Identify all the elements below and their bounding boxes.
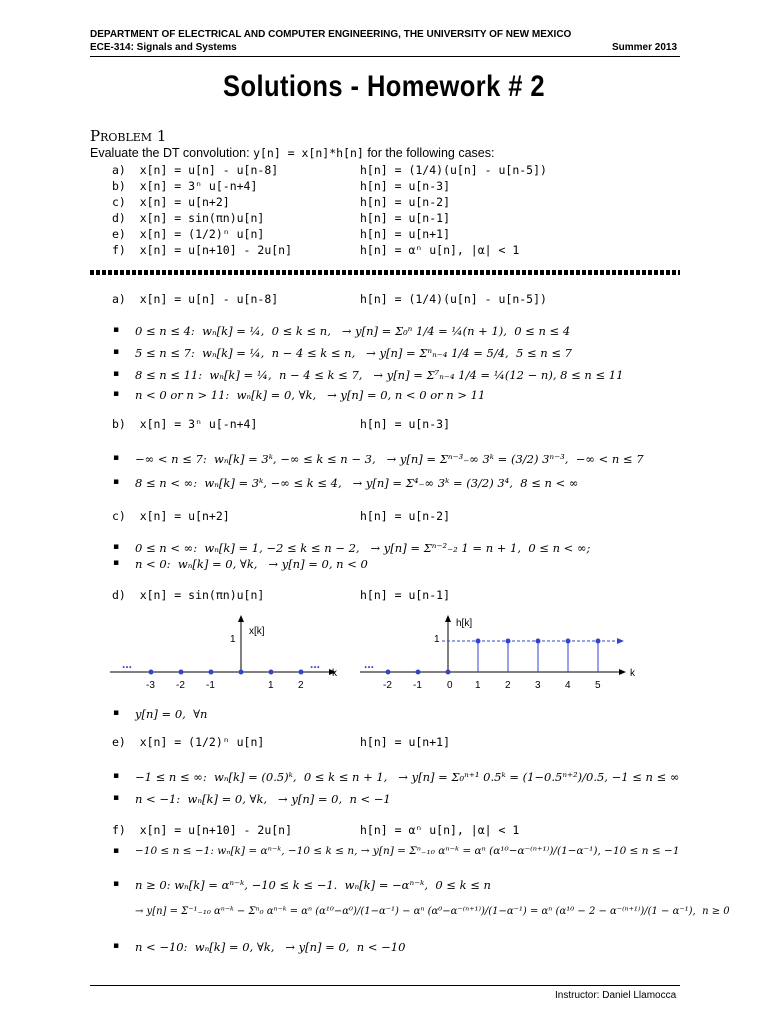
section-a-line-2: 5 ≤ n ≤ 7: wₙ[k] = ¼, n − 4 ≤ k ≤ n, → y[n] = Σⁿₙ₋₄ 1/4 = 5/4, 5 ≤ n ≤ 7: [135, 346, 572, 360]
section-f-x: f) x[n] = u[n+10] - 2u[n]: [112, 823, 293, 837]
bullet: ▪: [113, 477, 120, 487]
x-tick: -1: [206, 680, 215, 691]
section-c-x: c) x[n] = u[n+2]: [112, 509, 230, 523]
problem-intro: [90, 146, 494, 160]
section-b-line-2: 8 ≤ n < ∞: wₙ[k] = 3ᵏ, −∞ ≤ k ≤ 4, → y[n] = Σ⁴₋∞ 3ᵏ = (3/2) 3⁴, 8 ≤ n < ∞: [135, 476, 579, 490]
department-header: DEPARTMENT OF ELECTRICAL AND COMPUTER ENGINEERING, THE UNIVERSITY OF NEW MEXICO: [90, 29, 572, 40]
h-tick: 1: [475, 680, 481, 691]
h-sample: [536, 639, 541, 644]
section-f-line-1: −10 ≤ n ≤ −1: wₙ[k] = αⁿ⁻ᵏ, −10 ≤ k ≤ n, → y[n] = Σⁿ₋₁₀ αⁿ⁻ᵏ = αⁿ (α¹⁰−α⁻⁽ⁿ⁺¹⁾)/(1−α⁻¹), −10 ≤ n ≤ −1: [135, 845, 680, 857]
bullet: ▪: [113, 708, 120, 718]
bullet: ▪: [113, 771, 120, 781]
x-tick: 2: [298, 680, 304, 691]
x-axis-var: k: [332, 668, 337, 679]
section-d-line-1: y[n] = 0, ∀n: [135, 707, 208, 721]
x-tick: 1: [268, 680, 274, 691]
bullet: ▪: [113, 941, 120, 951]
case-h-e: h[n] = u[n+1]: [360, 227, 451, 241]
h-sample: [566, 639, 571, 644]
h-tick: 2: [505, 680, 511, 691]
bullet: ▪: [113, 369, 120, 379]
intro-code: y[n] = x[n]*h[n]: [253, 146, 364, 160]
h-tick: 0: [447, 680, 453, 691]
x-sample: [299, 670, 304, 675]
case-h-f: h[n] = αⁿ u[n], |α| < 1: [360, 243, 520, 257]
section-f-line-4: n < −10: wₙ[k] = 0, ∀k, → y[n] = 0, n < −10: [135, 940, 406, 954]
footer-instructor: Instructor: Daniel Llamocca: [555, 990, 677, 1001]
h-sample: [476, 639, 481, 644]
bullet: ▪: [113, 347, 120, 357]
bullet: ▪: [113, 389, 120, 399]
bullet: ▪: [113, 793, 120, 803]
bullet: ▪: [113, 879, 120, 889]
x-tick: -2: [176, 680, 185, 691]
case-x-b: b) x[n] = 3ⁿ u[-n+4]: [112, 179, 258, 193]
intro-suffix: for the following cases:: [363, 146, 495, 160]
h-k-plot: [360, 612, 650, 698]
h-sample: [446, 670, 451, 675]
section-a-h: h[n] = (1/4)(u[n] - u[n-5]): [360, 292, 547, 306]
x-sample: [269, 670, 274, 675]
x-plot-label: x[k]: [249, 626, 265, 637]
bullet: ▪: [113, 558, 120, 568]
section-f-line-2: n ≥ 0: wₙ[k] = αⁿ⁻ᵏ, −10 ≤ k ≤ −1. wₙ[k] = −αⁿ⁻ᵏ, 0 ≤ k ≤ n: [135, 878, 491, 892]
h-sample: [416, 670, 421, 675]
h-sample: [506, 639, 511, 644]
bullet: ▪: [113, 846, 120, 856]
section-a-line-1: 0 ≤ n ≤ 4: wₙ[k] = ¼, 0 ≤ k ≤ n, → y[n] = Σ₀ⁿ 1/4 = ¼(n + 1), 0 ≤ n ≤ 4: [135, 324, 571, 338]
case-x-d: d) x[n] = sin(πn)u[n]: [112, 211, 265, 225]
section-c-line-1: 0 ≤ n < ∞: wₙ[k] = 1, −2 ≤ k ≤ n − 2, → y[n] = Σⁿ⁻²₋₂ 1 = n + 1, 0 ≤ n < ∞;: [135, 541, 591, 555]
section-b-line-1: −∞ < n ≤ 7: wₙ[k] = 3ᵏ, −∞ ≤ k ≤ n − 3, → y[n] = Σⁿ⁻³₋∞ 3ᵏ = (3/2) 3ⁿ⁻³, −∞ < n ≤ 7: [135, 452, 644, 466]
h-plot-left-ellipsis: ...: [364, 657, 375, 671]
section-a-line-3: 8 ≤ n ≤ 11: wₙ[k] = ¼, n − 4 ≤ k ≤ 7, → y[n] = Σ⁷ₙ₋₄ 1/4 = ¼(12 − n), 8 ≤ n ≤ 11: [135, 368, 624, 382]
footer-rule: [90, 985, 680, 986]
x-plot-one: 1: [230, 634, 236, 645]
h-sample: [386, 670, 391, 675]
h-axis-var: k: [630, 668, 635, 679]
section-c-line-2: n < 0: wₙ[k] = 0, ∀k, → y[n] = 0, n < 0: [135, 557, 368, 571]
section-e-line-2: n < −1: wₙ[k] = 0, ∀k, → y[n] = 0, n < −1: [135, 792, 391, 806]
page-title: Solutions - Homework # 2: [223, 70, 545, 103]
term: Summer 2013: [612, 42, 678, 53]
case-x-a: a) x[n] = u[n] - u[n-8]: [112, 163, 279, 177]
x-sample: [239, 670, 244, 675]
bullet: ▪: [113, 325, 120, 335]
h-sample: [596, 639, 601, 644]
section-b-x: b) x[n] = 3ⁿ u[-n+4]: [112, 417, 258, 431]
x-sample: [179, 670, 184, 675]
bullet: ▪: [113, 542, 120, 552]
section-d-h: h[n] = u[n-1]: [360, 588, 451, 602]
h-plot-label: h[k]: [456, 618, 473, 629]
bullet: ▪: [113, 453, 120, 463]
course-name: ECE-314: Signals and Systems: [90, 42, 237, 53]
h-axis-arrow: [619, 669, 626, 675]
h-tick: 3: [535, 680, 541, 691]
problem-label: Problem 1: [90, 127, 167, 145]
section-a-x: a) x[n] = u[n] - u[n-8]: [112, 292, 279, 306]
section-e-line-1: −1 ≤ n ≤ ∞: wₙ[k] = (0.5)ᵏ, 0 ≤ k ≤ n + 1, → y[n] = Σ₀ⁿ⁺¹ 0.5ᵏ = (1−0.5ⁿ⁺²)/0.5, −1 ≤ n ≤ ∞: [135, 770, 680, 784]
case-h-a: h[n] = (1/4)(u[n] - u[n-5]): [360, 163, 547, 177]
section-e-h: h[n] = u[n+1]: [360, 735, 451, 749]
header-rule: [90, 56, 680, 57]
section-f-h: h[n] = αⁿ u[n], |α| < 1: [360, 823, 520, 837]
section-a-line-4: n < 0 or n > 11: wₙ[k] = 0, ∀k, → y[n] = 0, n < 0 or n > 11: [135, 388, 486, 402]
section-e-x: e) x[n] = (1/2)ⁿ u[n]: [112, 735, 265, 749]
y-axis-arrow: [238, 615, 244, 622]
intro-prefix: Evaluate the DT convolution:: [90, 146, 254, 160]
case-x-c: c) x[n] = u[n+2]: [112, 195, 230, 209]
h-level-arrow: [617, 638, 624, 644]
case-x-e: e) x[n] = (1/2)ⁿ u[n]: [112, 227, 265, 241]
case-h-c: h[n] = u[n-2]: [360, 195, 451, 209]
h-tick: 4: [565, 680, 571, 691]
x-k-plot: [110, 612, 350, 698]
section-d-x: d) x[n] = sin(πn)u[n]: [112, 588, 265, 602]
case-h-b: h[n] = u[n-3]: [360, 179, 451, 193]
x-plot-left-ellipsis: ...: [122, 657, 133, 671]
h-tick: -1: [413, 680, 422, 691]
h-y-axis-arrow: [445, 615, 451, 622]
x-plot-right-ellipsis: ...: [310, 657, 321, 671]
h-tick: -2: [383, 680, 392, 691]
case-h-d: h[n] = u[n-1]: [360, 211, 451, 225]
x-sample: [209, 670, 214, 675]
section-divider: [90, 270, 680, 275]
h-plot-one: 1: [434, 634, 440, 645]
h-tick: 5: [595, 680, 601, 691]
section-b-h: h[n] = u[n-3]: [360, 417, 451, 431]
case-x-f: f) x[n] = u[n+10] - 2u[n]: [112, 243, 293, 257]
x-tick: -3: [146, 680, 155, 691]
section-c-h: h[n] = u[n-2]: [360, 509, 451, 523]
section-f-line-3: → y[n] = Σ⁻¹₋₁₀ αⁿ⁻ᵏ − Σⁿ₀ αⁿ⁻ᵏ = αⁿ (α¹⁰−α⁰)/(1−α⁻¹) − αⁿ (α⁰−α⁻⁽ⁿ⁺¹⁾)/(1−α⁻¹) = αⁿ (α¹⁰ − 2 − α⁻⁽ⁿ⁺¹⁾)/(1 − α⁻¹), n ≥ 0: [135, 906, 730, 917]
x-sample: [149, 670, 154, 675]
